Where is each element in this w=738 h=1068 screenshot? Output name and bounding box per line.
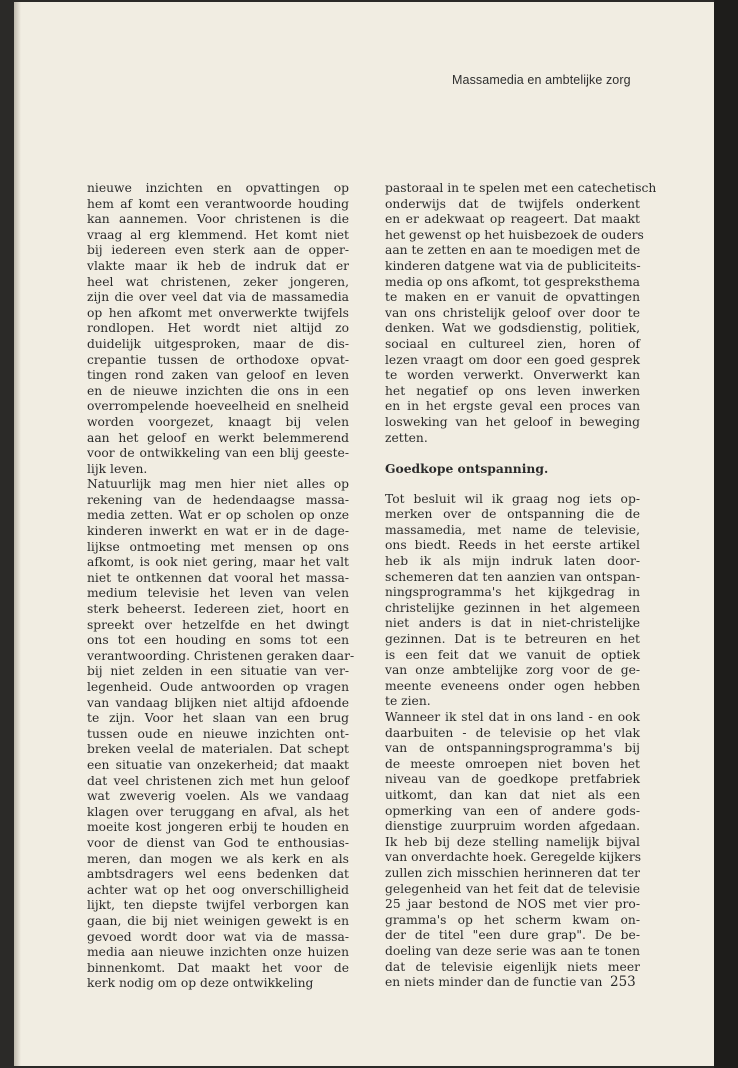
paragraph-pastoraal <box>385 181 657 446</box>
text-line: spreekt over hetzelfde en het dwingt <box>87 617 349 632</box>
text-line: ons tot een houding en soms tot een <box>87 633 349 648</box>
text-line: meente eveneens onder ogen hebben <box>385 678 640 693</box>
page-number: 253 <box>610 974 636 990</box>
text-line: meren, dan mogen we als kerk en als <box>87 851 349 866</box>
text-line: en er adekwaat op reageert. Dat maakt <box>385 212 640 227</box>
text-line: gaan, die bij niet weinigen gewekt is en <box>87 913 349 928</box>
paragraph-ontspanning <box>385 492 640 991</box>
text-line: het negatief op ons leven inwerken <box>385 383 640 398</box>
text-line: ningsprogramma's het kijkgedrag in <box>385 585 640 600</box>
text-line: losweking van het geloof in beweging <box>385 414 640 429</box>
text-line: worden voorgezet, knaagt bij velen <box>87 414 349 429</box>
text-line: uitkomt, dan kan dat niet als een <box>385 787 640 802</box>
text-line: op hen afkomt met onverwerkte twijfels <box>87 305 349 320</box>
text-line: dienstige zuurpruim worden afgedaan. <box>385 819 640 834</box>
text-line: gevoed wordt door wat via de massa- <box>87 929 349 944</box>
page-dark-border <box>714 0 738 1068</box>
text-line: wat zweverig voelen. Als we vandaag <box>87 789 349 804</box>
text-line: zetten. <box>385 430 428 445</box>
text-line: ambtsdragers wel eens bedenken dat <box>87 867 349 882</box>
text-line: media aan nieuwe inzichten onze huizen <box>87 945 349 960</box>
text-line: gelegenheid van het feit dat de televisie <box>385 881 640 896</box>
text-line: duidelijk uitgesproken, maar de dis- <box>87 336 349 351</box>
text-line: rekening van de hedendaagse massa- <box>87 492 349 507</box>
text-line: voor de dienst van God te enthousias- <box>87 835 349 850</box>
text-line: tingen rond zaken van geloof en leven <box>87 368 349 383</box>
text-line: doeling van deze serie was aan te tonen <box>385 943 640 958</box>
text-line: heel wat christenen, zeker jongeren, <box>87 274 349 289</box>
text-line: kinderen datgene wat via de publiciteits- <box>385 258 641 273</box>
text-line: klagen over teruggang en afval, als het <box>87 804 349 819</box>
text-line: van de ontspanningsprogramma's bij <box>385 741 640 756</box>
text-line: van ons christelijk geloof over door te <box>385 305 640 320</box>
text-line: kerk nodig om op deze ontwikkeling <box>87 976 314 991</box>
text-line: lijkse ontmoeting met mensen op ons <box>87 539 349 554</box>
text-line: denken. Wat we godsdienstig, politiek, <box>385 321 640 336</box>
section-heading: Goedkope ontspanning. <box>385 461 549 477</box>
text-line: vraag al erg klemmend. Het komt niet <box>87 227 349 242</box>
text-line: niet te ontkennen dat vooral het massa- <box>87 570 349 585</box>
text-line: aan te zetten en aan te moedigen met de <box>385 243 641 258</box>
text-line: van onverdachte hoek. Geregelde kijkers <box>385 850 642 865</box>
text-line: niet anders is dat in niet-christelijke <box>385 616 640 631</box>
text-line: gezinnen. Dat is te betreuren en het <box>385 632 640 647</box>
text-line: merken over de ontspanning die de <box>385 507 640 522</box>
text-line: medium televisie het leven van velen <box>87 586 349 601</box>
text-line: ons biedt. Reeds in het eerste artikel <box>385 538 640 553</box>
text-line: kinderen inwerkt en wat er in de dage- <box>87 524 349 539</box>
text-line: is een feit dat we vanuit de optiek <box>385 647 640 662</box>
text-line: binnenkomt. Dat maakt het voor de <box>87 960 349 975</box>
text-line: sociaal en cultureel zien, horen of <box>385 336 640 351</box>
text-line: bij iedereen even sterk aan de opper- <box>87 243 349 258</box>
text-line: breken veelal de materialen. Dat schept <box>87 742 349 757</box>
text-line: Natuurlijk mag men hier niet alles op <box>87 477 349 492</box>
text-line: lezen vraagt om door een goed gesprek <box>385 352 640 367</box>
text-line: onderwijs dat de twijfels onderkent <box>385 196 640 211</box>
text-line: afkomt, is ook niet gering, maar het valt <box>87 555 349 570</box>
page-binding-shadow <box>14 2 21 1066</box>
text-line: zullen zich misschien herinneren dat ter <box>385 865 640 880</box>
text-line: gramma's op het scherm kwam on- <box>385 912 640 927</box>
text-line: achter wat op het oog onverschilligheid <box>87 882 349 897</box>
text-line: zijn die over veel dat via de massamedia <box>87 290 349 305</box>
text-line: dat veel christenen zich met hun geloof <box>87 773 349 788</box>
text-line: lijk leven. <box>87 461 148 476</box>
text-line: een situatie van onzekerheid; dat maakt <box>87 757 349 772</box>
text-line: vlakte maar ik heb de indruk dat er <box>87 258 349 273</box>
text-line: opmerking van een of andere gods- <box>385 803 640 818</box>
text-line: bij niet zelden in een situatie van ver- <box>87 664 349 679</box>
text-line: dat de televisie eigenlijk niets meer <box>385 959 640 974</box>
text-line: kan aannemen. Voor christenen is die <box>87 212 349 227</box>
text-line: moeite kost jongeren erbij te houden en <box>87 820 349 835</box>
text-line: 25 jaar bestond de NOS met vier pro- <box>385 897 640 912</box>
text-line: legenheid. Oude antwoorden op vragen <box>87 680 349 694</box>
text-line: overrompelende hoeveelheid en snelheid <box>87 399 349 414</box>
text-line: nieuwe inzichten en opvattingen op <box>87 181 349 195</box>
left-text-column <box>87 181 355 992</box>
text-line: te maken en er vanuit de opvattingen <box>385 290 640 305</box>
right-text-column <box>385 181 657 991</box>
text-line: van vandaag blijken niet altijd afdoende <box>87 695 349 710</box>
text-line: pastoraal in te spelen met een catechetisch <box>385 181 657 195</box>
text-line: te zien. <box>385 694 431 709</box>
text-line: te worden verwerkt. Onverwerkt kan <box>385 368 640 383</box>
text-line: verantwoording. Christenen geraken daar- <box>87 648 355 663</box>
text-line: het gewenst op het huisbezoek de ouders <box>385 227 644 242</box>
text-line: lijkt, ten diepste twijfel verborgen kan <box>87 898 349 913</box>
text-line: crepantie tussen de orthodoxe opvat- <box>87 352 349 367</box>
text-line: te zijn. Voor het slaan van een brug <box>87 711 349 726</box>
text-line: aan het geloof en werkt belemmerend <box>87 430 349 445</box>
text-line: der de titel "een dure grap". De be- <box>385 928 640 943</box>
text-line: hem af komt een verantwoorde houding <box>87 196 349 211</box>
text-line: daarbuiten - de televisie op het vlak <box>385 725 640 740</box>
text-line: en in het ergste geval een proces van <box>385 399 640 414</box>
text-line: voor de ontwikkeling van een blij geeste- <box>87 446 349 461</box>
text-line: tussen oude en nieuwe inzichten ont- <box>87 726 349 741</box>
text-line: de meeste omroepen niet boven het <box>385 756 640 771</box>
text-line: niveau van de goedkope pretfabriek <box>385 772 640 787</box>
text-line: media zetten. Wat er op scholen op onze <box>87 508 349 523</box>
text-line: schemeren dat ten aanzien van ontspan- <box>385 569 640 584</box>
text-line: van onze ambtelijke zorg voor de ge- <box>385 663 640 678</box>
text-line: Ik heb bij deze stelling namelijk bijval <box>385 834 640 849</box>
text-line: christelijke gezinnen in het algemeen <box>385 600 640 615</box>
running-header: Massamedia en ambtelijke zorg <box>452 73 631 87</box>
text-line: media op ons afkomt, tot gespreksthema <box>385 274 640 289</box>
text-line: en de nieuwe inzichten die ons in een <box>87 383 349 398</box>
text-line: Tot besluit wil ik graag nog iets op- <box>385 491 640 506</box>
text-line: Wanneer ik stel dat in ons land - en ook <box>385 710 640 724</box>
text-line: rondlopen. Het wordt niet altijd zo <box>87 321 349 336</box>
text-line: en niets minder dan de functie van <box>385 975 603 990</box>
text-line: massamedia, met name de televisie, <box>385 522 640 537</box>
text-line: sterk beheerst. Iedereen ziet, hoort en <box>87 602 349 617</box>
text-line: heb ik als mijn indruk laten door- <box>385 554 640 569</box>
